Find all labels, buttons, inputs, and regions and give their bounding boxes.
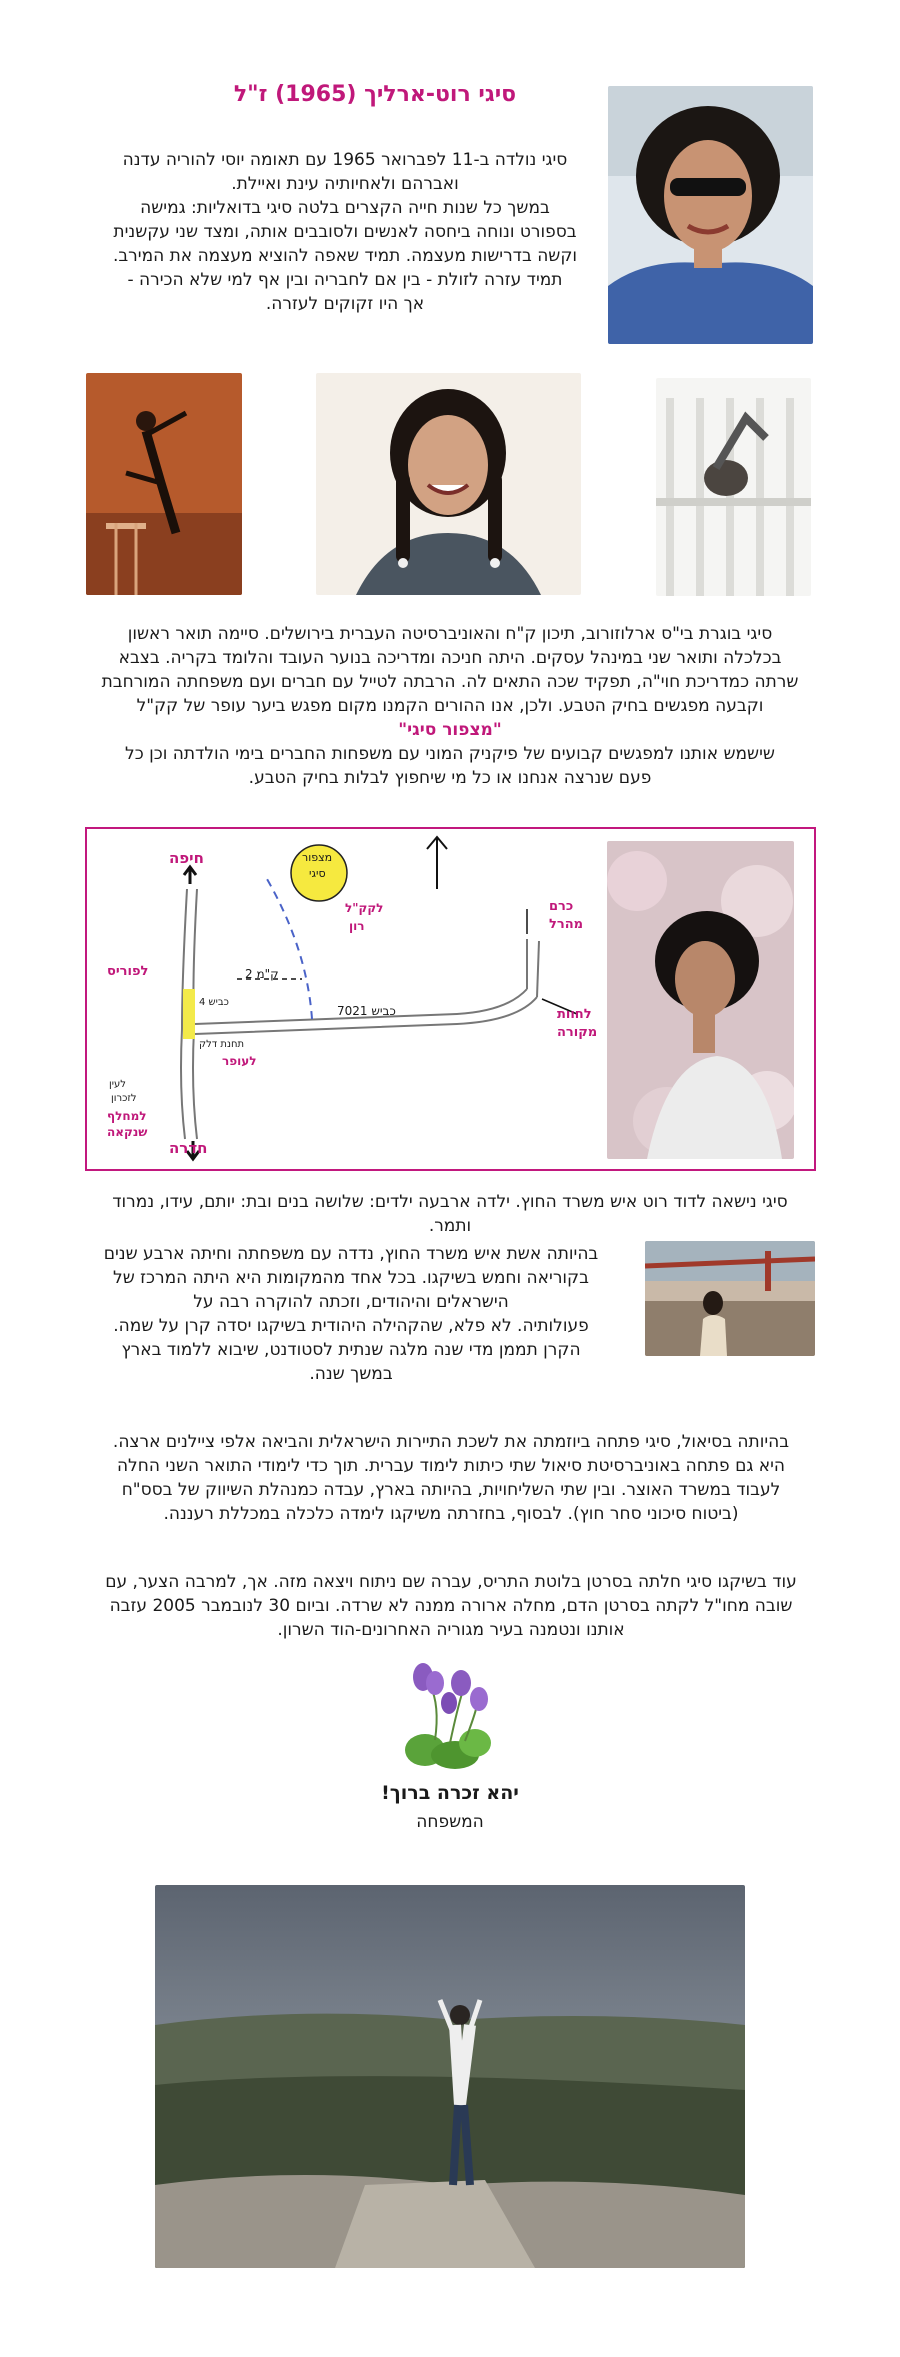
bridge-photo: [645, 1241, 815, 1356]
marriage-line: הקרן תממן מדי שנה מלגה שנתית לסטודנט, שיבוא ללמוד בארץ: [121, 1340, 581, 1360]
education-line: וקבעה מפגשים בחיק הטבע. ולכן, אנו ההורים הקמנו מקום מפגש ביער עופר של קק"ל: [136, 696, 764, 716]
intro-line: אך היו זקוקים לעזרה.: [265, 294, 425, 314]
career-paragraph: [66, 1430, 836, 1526]
illness-line: שובה מחו"ל לקתה בסרטן הדם, מחלה ארורה ממנה לא שרדה. וביום 30 לנובמבר 2005 עזבה: [109, 1596, 793, 1616]
intro-paragraph: [80, 148, 610, 316]
marriage-line: סיגי נישאה לדוד רוט איש משרד החוץ. ילדה ארבעה ילדים: שלושה בנים ובת: יותם, עידו, נמרוד: [112, 1192, 788, 1212]
education-line: שישמש אותנו למפגשים קבועים של פיקניק המוני עם משפחות החברים בימי הולדתה וכן כל: [125, 744, 775, 764]
marriage-line: בהיותה אשת איש משרד החוץ, נדדה עם משפחתה וחיתה ארבע שנים: [103, 1244, 599, 1264]
map-label-lehavot: לחוות: [557, 1007, 592, 1022]
intro-line: וקשה בדרישות מעצמה. תמיד שאפה להוציא מעצמה את המירב.: [112, 246, 578, 266]
education-line: פעם שנרצה אנחנו או כל מי שיחפוץ לבלות בחיק הטבע.: [248, 768, 652, 788]
career-line: היא גם פתחה באוניברסיטת סיאול שתי כיתות לימוד עברית. תוך כדי לימודי התואר השני החלה: [116, 1456, 786, 1476]
map-label-mekora: מקורה: [557, 1025, 598, 1040]
illness-line: עוד בשיקגו סיגי חלתה בסרטן בלוטת התריס, עברה שם ניתוח ויצאה מזה. אך, למרבה הצער, עם: [105, 1572, 797, 1592]
blossom-portrait-photo: [607, 841, 794, 1159]
bars-handstand-photo: [656, 378, 811, 596]
map-label-maharal: מהרל: [549, 917, 584, 932]
map-label-haifa: חיפה: [169, 849, 204, 867]
map-label-lezikhron: לזכרון: [111, 1093, 137, 1104]
mitzpor-sigi-highlight: "מצפור סיגי": [398, 720, 502, 740]
education-line: בכלכלה ותואר שני במינהל עסקים. היתה חניכה ומדריכה בנוער העובד והלומד בקריה. בצבא: [118, 648, 782, 668]
map-label-distance: 2 ק"מ: [245, 967, 279, 981]
intro-line: ואברהם ולאחיותיה עינת ואיילת.: [231, 174, 459, 194]
marriage-line: הישראלים והיהודים, וזכתה להוקרה רבה על: [193, 1292, 509, 1312]
map-frame: [85, 827, 816, 1171]
career-line: (ביטוח סיכוני סחר חוץ). לבסוף, בחזרתה משיקגו לימדה כלכלה במכללת רעננה.: [163, 1504, 739, 1524]
education-line: שרתה כמדריכת חוי"ה, תפקיד שכה התאים לה. הרבתה לטייל עם חברים ועם משפחתה המורחבת: [101, 672, 799, 692]
intro-line: בספורט ונוחה ביחסה לאנשים ולסובבים אותה, ומצד שני עקשנית: [113, 222, 577, 242]
map-label-lemoshav: למחלף: [107, 1109, 147, 1123]
map-label-hadera: חדרה: [169, 1139, 208, 1157]
map-label-ofer: לעופר: [222, 1054, 257, 1068]
marriage-line: פעולותיה. לא פלא, שהקהילה היהודית בשיקגו יסדה קרן על שמה.: [113, 1316, 589, 1336]
map-label-road: כביש 4: [199, 997, 229, 1008]
career-line: לעבוד במשרד האוצר. ובין שתי השליחויות, בהיותה בארץ, עבדה כמנהלת השיווק של בסס"ח: [121, 1480, 781, 1500]
map-label-lekka: לקק"ל: [345, 901, 384, 915]
map-label-kvish: כביש 7021: [337, 1004, 396, 1018]
violet-flower-icon: [395, 1655, 500, 1770]
braids-portrait-photo: [316, 373, 581, 595]
intro-line: סיגי נולדה ב-11 לפברואר 1965 עם תאומה יוסי להוריה עדנה: [122, 150, 568, 170]
illness-line: אותנו ונטמנה בעיר מגוריה האחרונים-הוד השרון.: [277, 1620, 625, 1640]
map-label-kerem: כרם: [549, 899, 574, 914]
memorial-blessing: יהא זכרה ברוך!: [381, 1782, 519, 1804]
map-label-gas: תחנת דלק: [199, 1039, 245, 1050]
map-label-ron: רון: [349, 919, 365, 933]
map-label-shnasi: שנקאה: [107, 1125, 148, 1139]
marriage-line: ותמר.: [428, 1216, 472, 1236]
landscape-photo: [155, 1885, 745, 2268]
map-label-mitzpor: מצפור: [302, 851, 333, 864]
marriage-line: במשך שנה.: [309, 1364, 393, 1384]
intro-line: תמיד עזרה לזולת - בין אם לחבריה ובין אף למי שלא הכירה -: [127, 270, 563, 290]
education-line: סיגי בוגרת בי"ס ארלוזורוב, תיכון ק"ח והאוניברסיטה העברית בירושלים. סיימה תואר ראשון: [127, 624, 773, 644]
marriage-paragraph: [86, 1242, 616, 1386]
page-title: סיגי רוט-ארליך (1965) ז"ל: [233, 82, 517, 107]
illness-paragraph: [66, 1570, 836, 1642]
education-paragraph: [86, 622, 814, 790]
career-line: בהיותה בסיאול, סיגי פתחה ביוזמתה את לשכת התיירות הישראלית והביאה אלפי ציילנים ארצה.: [112, 1432, 790, 1452]
family-signature: המשפחה: [416, 1812, 484, 1832]
map-label-lenafar: לעין: [109, 1079, 126, 1090]
map-label-sigi: סיגי: [309, 867, 326, 880]
gymnastics-photo: [86, 373, 242, 595]
marriage-line: בקוריאה וחמש בשיקגו. בכל אחד מהמקומות היא היתה המרכז של: [113, 1268, 589, 1288]
map-label-lefureidis: לפוריס: [107, 964, 149, 979]
intro-line: במשך כל שנות חייה הקצרים בלטה סיגי בדואליות: גמישה: [140, 198, 550, 218]
portrait-photo-sunglasses: [608, 86, 813, 344]
marriage-intro: [86, 1190, 814, 1238]
